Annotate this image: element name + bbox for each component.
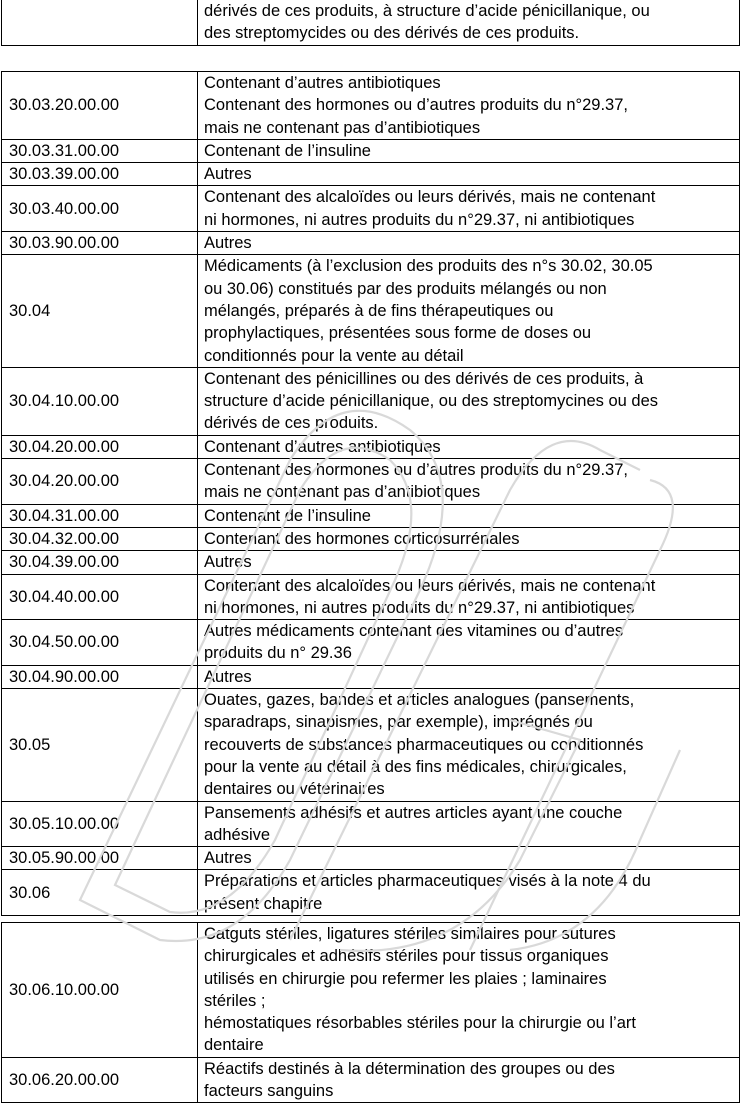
tariff-description-cell: Médicaments (à l’exclusion des produits des n°s 30.02, 30.05 ou 30.06) constitués par des produits mélangés ou non mélangés, préparés à de fins thérapeutiques ou prophylactiques, présentées sous forme de doses ou conditionnés pour la vente au détail — [198, 255, 740, 367]
tariff-table-top — [1, 0, 740, 46]
tariff-code-cell: 30.03.20.00.00 — [2, 72, 198, 140]
tariff-code-cell: 30.05 — [2, 689, 198, 801]
table-row — [2, 459, 740, 505]
tariff-code-cell: 30.04.90.00.00 — [2, 665, 198, 688]
tariff-code-cell: 30.04.50.00.00 — [2, 620, 198, 666]
tariff-table-bottom — [1, 922, 740, 1103]
tariff-description-cell: Autres — [198, 163, 740, 186]
tariff-description-cell: Contenant des alcaloïdes ou leurs dérivés, mais ne contenant ni hormones, ni autres produits du n°29.37, ni antibiotiques — [198, 186, 740, 232]
tariff-code-cell: 30.04.20.00.00 — [2, 435, 198, 458]
tariff-description-cell: Contenant de l’insuline — [198, 139, 740, 162]
table-row — [2, 527, 740, 550]
table-row — [2, 255, 740, 367]
tariff-description-cell: Contenant d’autres antibiotiques Contenant des hormones ou d’autres produits du n°29.37, mais ne contenant pas d’antibiotiques — [198, 72, 740, 140]
tariff-code-cell: 30.06.20.00.00 — [2, 1057, 198, 1103]
tariff-description-cell: Contenant des pénicillines ou des dérivés de ces produits, à structure d’acide pénicillanique, ou des streptomycines ou des dérivés de ces produits. — [198, 367, 740, 435]
tariff-description-cell: dérivés de ces produits, à structure d’acide pénicillanique, ou des streptomycides ou des dérivés de ces produits. — [198, 0, 740, 45]
table-row — [2, 435, 740, 458]
table-row — [2, 1057, 740, 1103]
tariff-code-cell: 30.06 — [2, 870, 198, 916]
table-row — [2, 574, 740, 620]
tariff-description-cell: Pansements adhésifs et autres articles ayant une couche adhésive — [198, 801, 740, 847]
tariff-code-cell: 30.03.39.00.00 — [2, 163, 198, 186]
table-row — [2, 801, 740, 847]
table-row — [2, 689, 740, 801]
table-row — [2, 923, 740, 1058]
tariff-description-cell: Contenant des hormones corticosurrénales — [198, 527, 740, 550]
tariff-table-body — [2, 0, 740, 45]
table-row — [2, 847, 740, 870]
tariff-code-cell: 30.03.31.00.00 — [2, 139, 198, 162]
tariff-code-cell: 30.04.39.00.00 — [2, 551, 198, 574]
tariff-table-main — [1, 71, 740, 916]
tariff-description-cell: Catguts stériles, ligatures stériles similaires pour sutures chirurgicales et adhésifs stériles pour tissus organiques utilisés en chirurgie pou refermer les plaies ; laminaires stériles ; hémostatiques résorbables stériles pour la chirurgie ou l’art dentaire — [198, 923, 740, 1058]
tariff-description-cell: Autres — [198, 232, 740, 255]
table-row — [2, 232, 740, 255]
tariff-description-cell: Autres — [198, 847, 740, 870]
tariff-table-body — [2, 72, 740, 916]
tariff-code-cell: 30.03.40.00.00 — [2, 186, 198, 232]
table-row — [2, 186, 740, 232]
tariff-code-cell: 30.03.90.00.00 — [2, 232, 198, 255]
tariff-description-cell: Contenant des hormones ou d’autres produits du n°29.37, mais ne contenant pas d’antibiotiques — [198, 459, 740, 505]
table-row — [2, 163, 740, 186]
tariff-description-cell: Ouates, gazes, bandes et articles analogues (pansements, sparadraps, sinapismes, par exemple), imprégnés ou recouverts de substances pharmaceutiques ou conditionnés pour la vente au détail à des fins médicales, chirurgicales, dentaires ou vétérinaires — [198, 689, 740, 801]
tariff-description-cell: Contenant de l’insuline — [198, 504, 740, 527]
tariff-description-cell: Préparations et articles pharmaceutiques visés à la note 4 du présent chapitre — [198, 870, 740, 916]
tariff-code-cell: 30.05.90.00.00 — [2, 847, 198, 870]
tariff-code-cell: 30.06.10.00.00 — [2, 923, 198, 1058]
tariff-code-cell — [2, 0, 198, 45]
tariff-code-cell: 30.04.40.00.00 — [2, 574, 198, 620]
tariff-code-cell: 30.04.32.00.00 — [2, 527, 198, 550]
table-row — [2, 870, 740, 916]
tariff-code-cell: 30.04.10.00.00 — [2, 367, 198, 435]
tariff-description-cell: Autres — [198, 665, 740, 688]
tariff-description-cell: Réactifs destinés à la détermination des groupes ou des facteurs sanguins — [198, 1057, 740, 1103]
tariff-table-body — [2, 923, 740, 1103]
tariff-description-cell: Autres — [198, 551, 740, 574]
table-row — [2, 139, 740, 162]
table-row — [2, 665, 740, 688]
tariff-code-cell: 30.05.10.00.00 — [2, 801, 198, 847]
tariff-description-cell: Autres médicaments contenant des vitamines ou d’autres produits du n° 29.36 — [198, 620, 740, 666]
table-row — [2, 0, 740, 45]
table-row — [2, 504, 740, 527]
tariff-code-cell: 30.04 — [2, 255, 198, 367]
tariff-description-cell: Contenant d’autres antibiotiques — [198, 435, 740, 458]
tariff-code-cell: 30.04.20.00.00 — [2, 459, 198, 505]
tariff-description-cell: Contenant des alcaloïdes ou leurs dérivés, mais ne contenant ni hormones, ni autres produits du n°29.37, ni antibiotiques — [198, 574, 740, 620]
table-row — [2, 367, 740, 435]
table-row — [2, 72, 740, 140]
table-row — [2, 551, 740, 574]
table-row — [2, 620, 740, 666]
tariff-code-cell: 30.04.31.00.00 — [2, 504, 198, 527]
